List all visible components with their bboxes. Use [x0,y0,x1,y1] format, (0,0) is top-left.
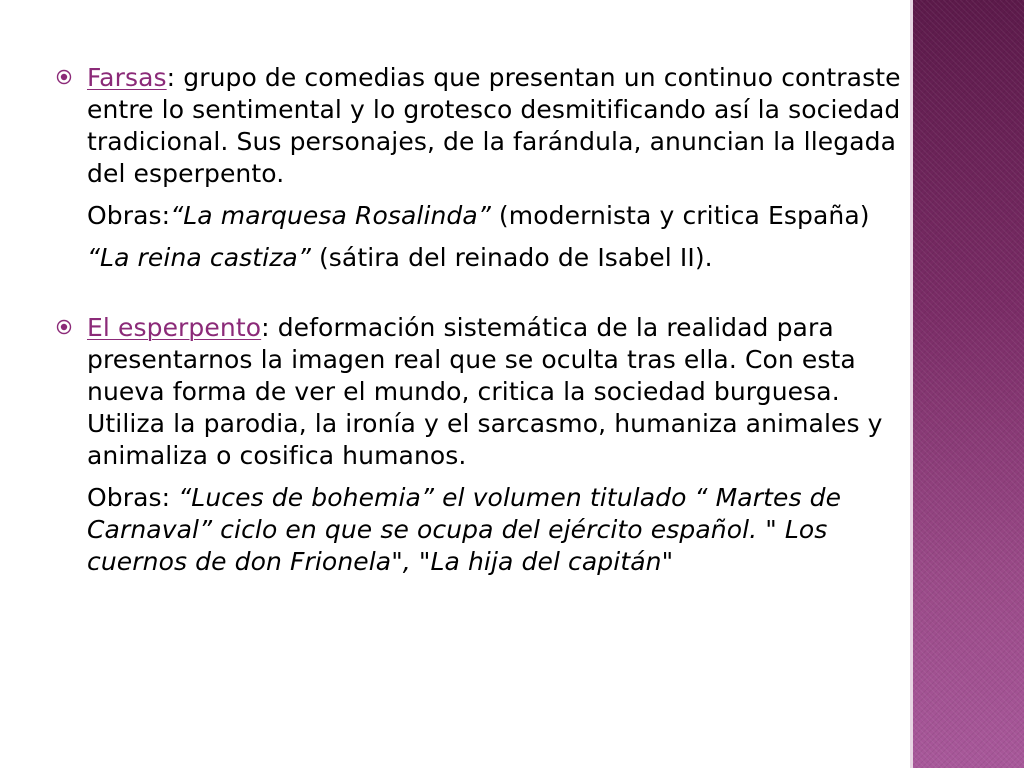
esperpento-definition: El esperpento: deformación sistemática de la realidad para presentarnos la imagen real que se oculta tras ella. Con esta nueva forma de ver el mundo, critica la sociedad burguesa. Utiliza la parodia, la ironía y el sarcasmo, humaniza animales y animaliza o cosifica humanos. [87,313,883,470]
work-title-marquesa: “La marquesa Rosalinda” [170,201,491,230]
slide-content [56,62,906,578]
farsas-definition: Farsas: grupo de comedias que presentan un continuo contraste entre lo sentimental y lo grotesco desmitificando así la sociedad tradicional. Sus personajes, de la farándula, anuncian la llegada del esperpento. [87,63,901,188]
decorative-sidebar [913,0,1024,768]
farsas-works-1: Obras:“La marquesa Rosalinda” (modernista y critica España) [87,201,870,230]
esperpento-works-titles: “Luces de bohemia” el volumen titulado “ Martes de Carnaval” ciclo en que se ocupa del ejército español. " Los cuernos de don Frionela", "La hija del capitán" [87,483,842,576]
esperpento-term[interactable]: El esperpento [87,313,262,342]
bullet-item-farsas [56,62,906,274]
bullet-item-esperpento [56,312,906,578]
work-title-reina: “La reina castiza” [87,243,311,272]
farsas-works-2: “La reina castiza” (sátira del reinado de Isabel II). [87,243,713,272]
farsas-term[interactable]: Farsas [87,63,167,92]
circle-bullet-icon [56,319,72,335]
circle-bullet-icon [56,69,72,85]
esperpento-works: Obras: “Luces de bohemia” el volumen titulado “ Martes de Carnaval” ciclo en que se ocupa del ejército español. " Los cuernos de don Frionela", "La hija del capitán" [87,483,842,576]
